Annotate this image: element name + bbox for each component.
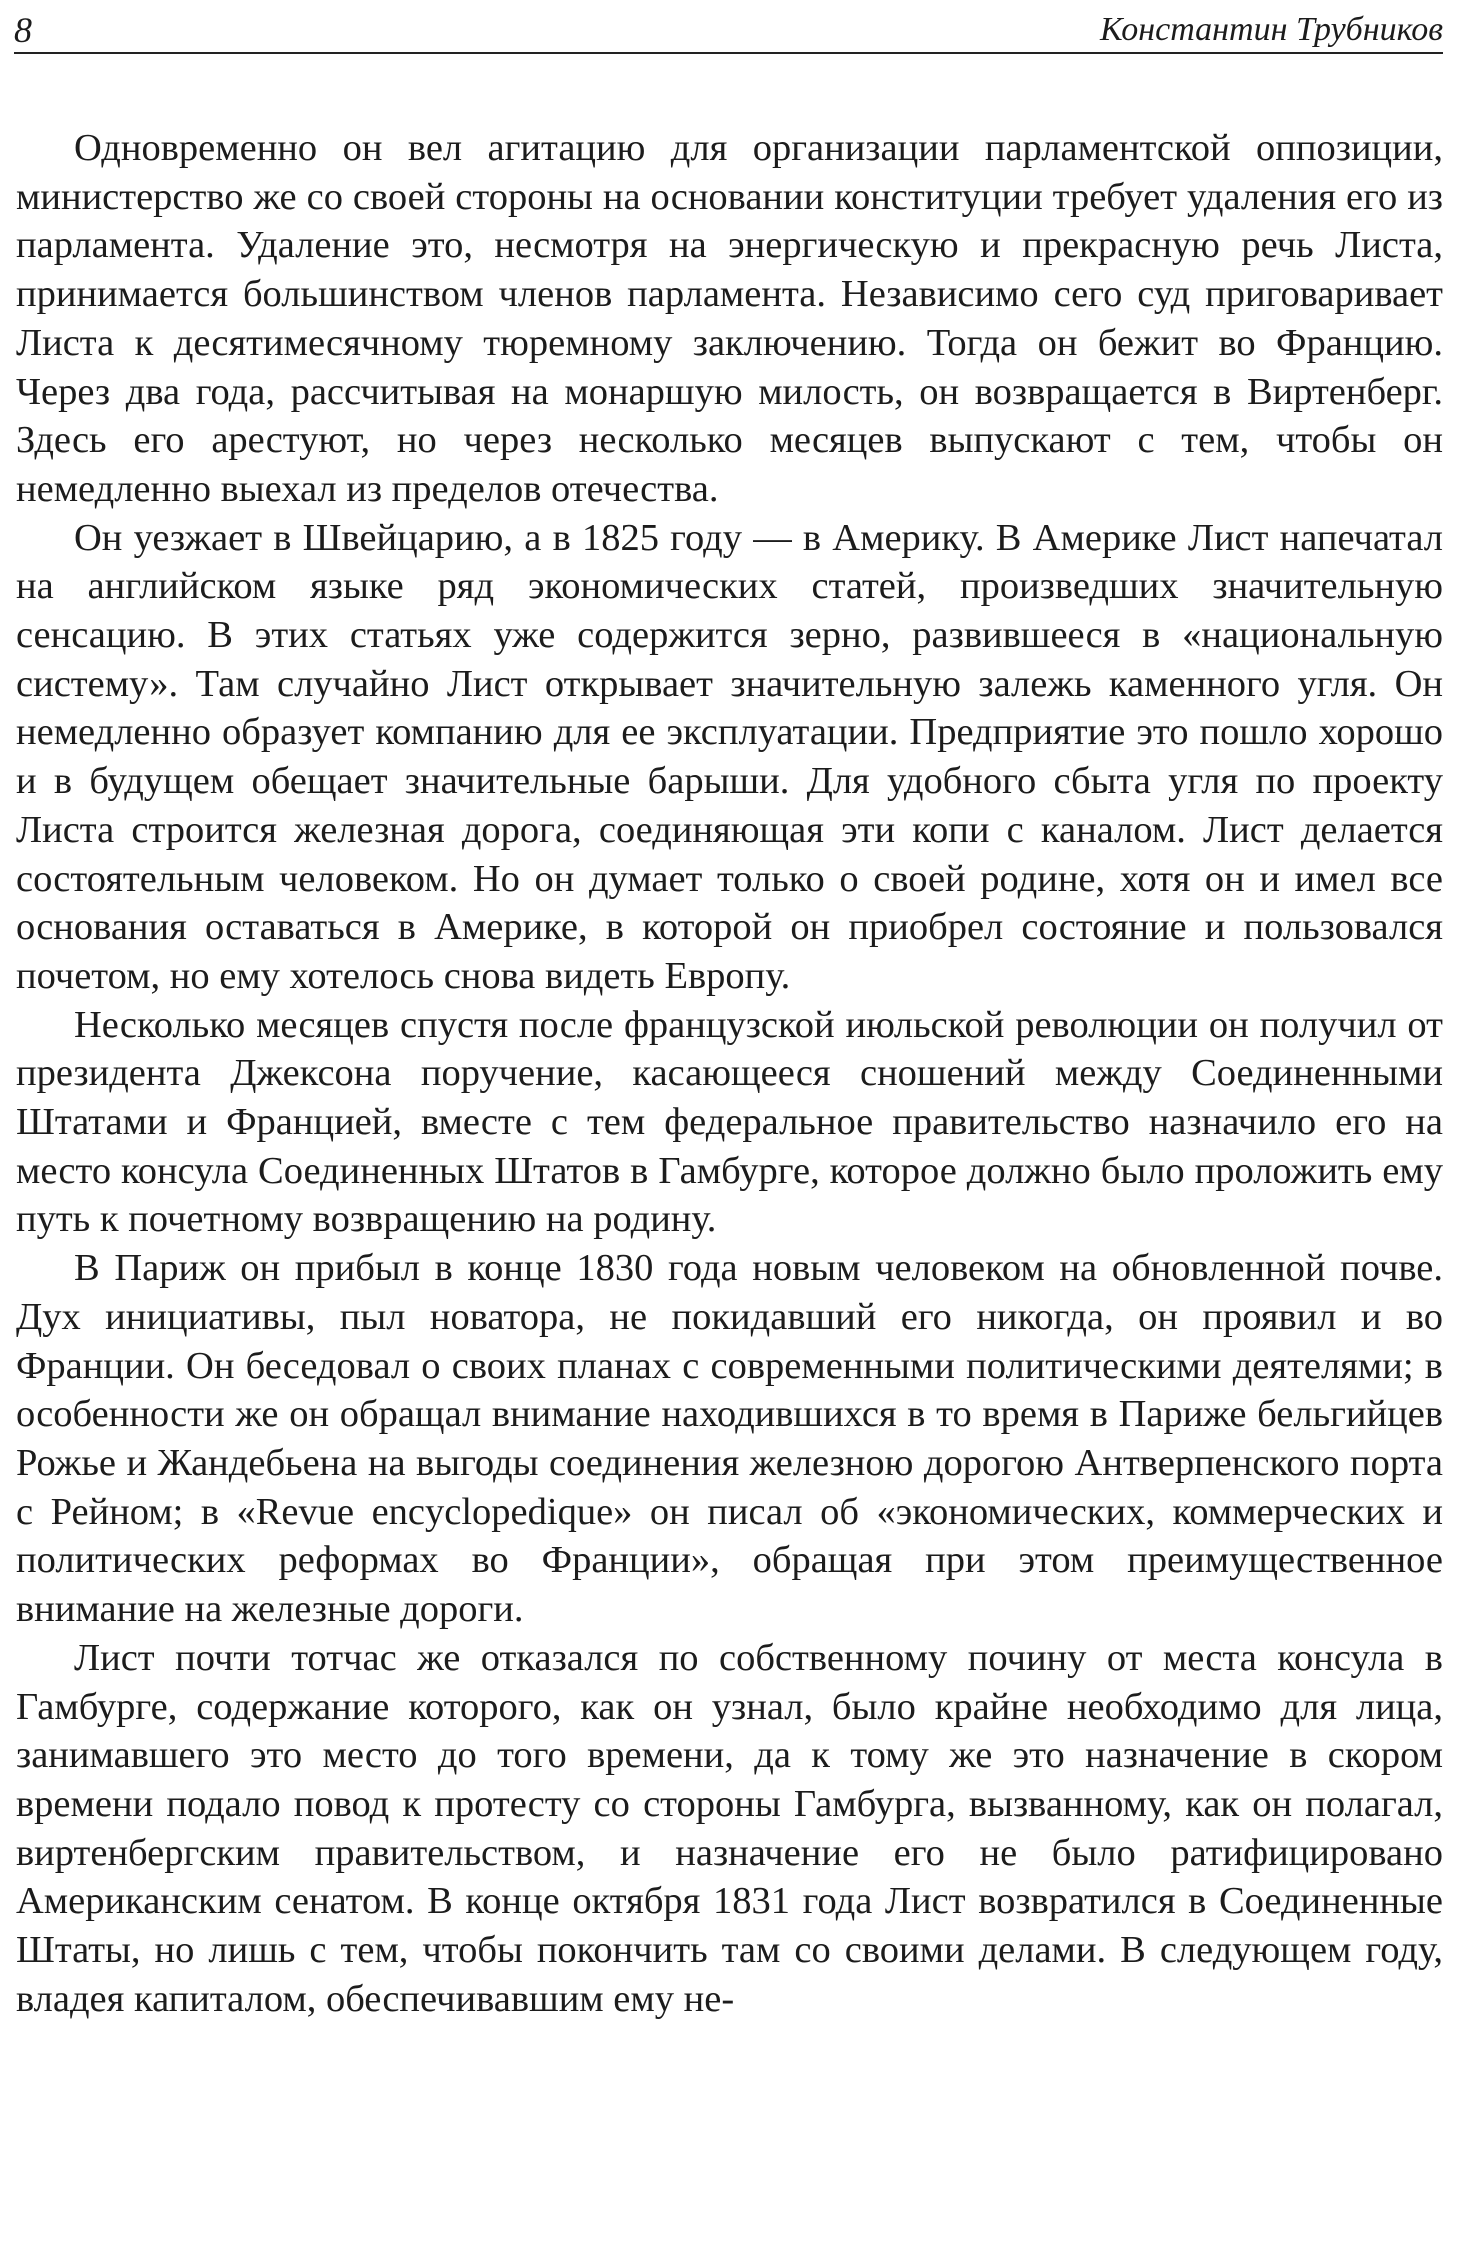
paragraph: Одновременно он вел агитацию для организации парламентской оппозиции, министерство же со своей стороны на основании конституции требует удаления его из парламента. Удаление это, несмотря на энергическую и прекрасную речь Листа, принимается большинством членов парламента. Независимо сего суд приговаривает Листа к десятимесячному тюремному заключению. Тогда он бежит во Францию. Через два года, рассчитывая на монаршую милость, он возвращается в Виртенберг. Здесь его арестуют, но через несколько месяцев выпускают с тем, чтобы он немедленно выехал из пределов отечества. [16,127,1443,510]
running-head-author: Константин Трубников [1099,11,1443,48]
page-number: 8 [14,10,32,50]
paragraph: Он уезжает в Швейцарию, а в 1825 году — в Америку. В Америке Лист напечатал на английском языке ряд экономических статей, произведших значительную сенсацию. В этих статьях уже содержится зерно, развившееся в «национальную систему». Там случайно Лист открывает значительную залежь каменного угля. Он немедленно образует компанию для ее эксплуатации. Предприятие это пошло хорошо и в будущем обещает значительные барыши. Для удобного сбыта угля по проекту Листа строится железная дорога, соединяющая эти копи с каналом. Лист делается состоятельным человеком. Но он думает только о своей родине, хотя он и имел все основания оставаться в Америке, в которой он приобрел состояние и пользовался почетом, но ему хотелось снова видеть Европу. [16,516,1443,997]
paragraph: Несколько месяцев спустя после французской июльской революции он получил от президента Джексона поручение, касающееся сношений между Соединенными Штатами и Францией, вместе с тем федеральное правительство назначило его на место консула Соединенных Штатов в Гамбурге, которое должно было проложить ему путь к почетному возвращению на родину. [16,1003,1443,1241]
paragraph: Лист почти тотчас же отказался по собственному почину от места консула в Гамбурге, содержание которого, как он узнал, было крайне необходимо для лица, занимавшего это место до того времени, да к тому же это назначение в скором времени подало повод к протесту со стороны Гамбурга, вызванному, как он полагал, виртенбергским правительством, и назначение его не было ратифицировано Американским сенатом. В конце октября 1831 года Лист возвратился в Соединенные Штаты, но лишь с тем, чтобы покончить там со своими делами. В следующем году, владея капиталом, обеспечивавшим ему не- [16,1636,1443,2020]
running-header [14,6,1443,54]
body-text [16,124,1443,2023]
paragraph: В Париж он прибыл в конце 1830 года новым человеком на обновленной почве. Дух инициативы, пыл новатора, не покидавший его никогда, он проявил и во Франции. Он беседовал о своих планах с современными политическими деятелями; в особенности же он обращал внимание находившихся в то время в Париже бельгийцев Рожье и Жандебьена на выгоды соединения железною дорогою Антверпенского порта с Рейном; в «Revue encyclopedique» он писал об «экономических, коммерческих и политических реформах во Франции», обращая при этом преимущественное внимание на железные дороги. [16,1247,1443,1631]
